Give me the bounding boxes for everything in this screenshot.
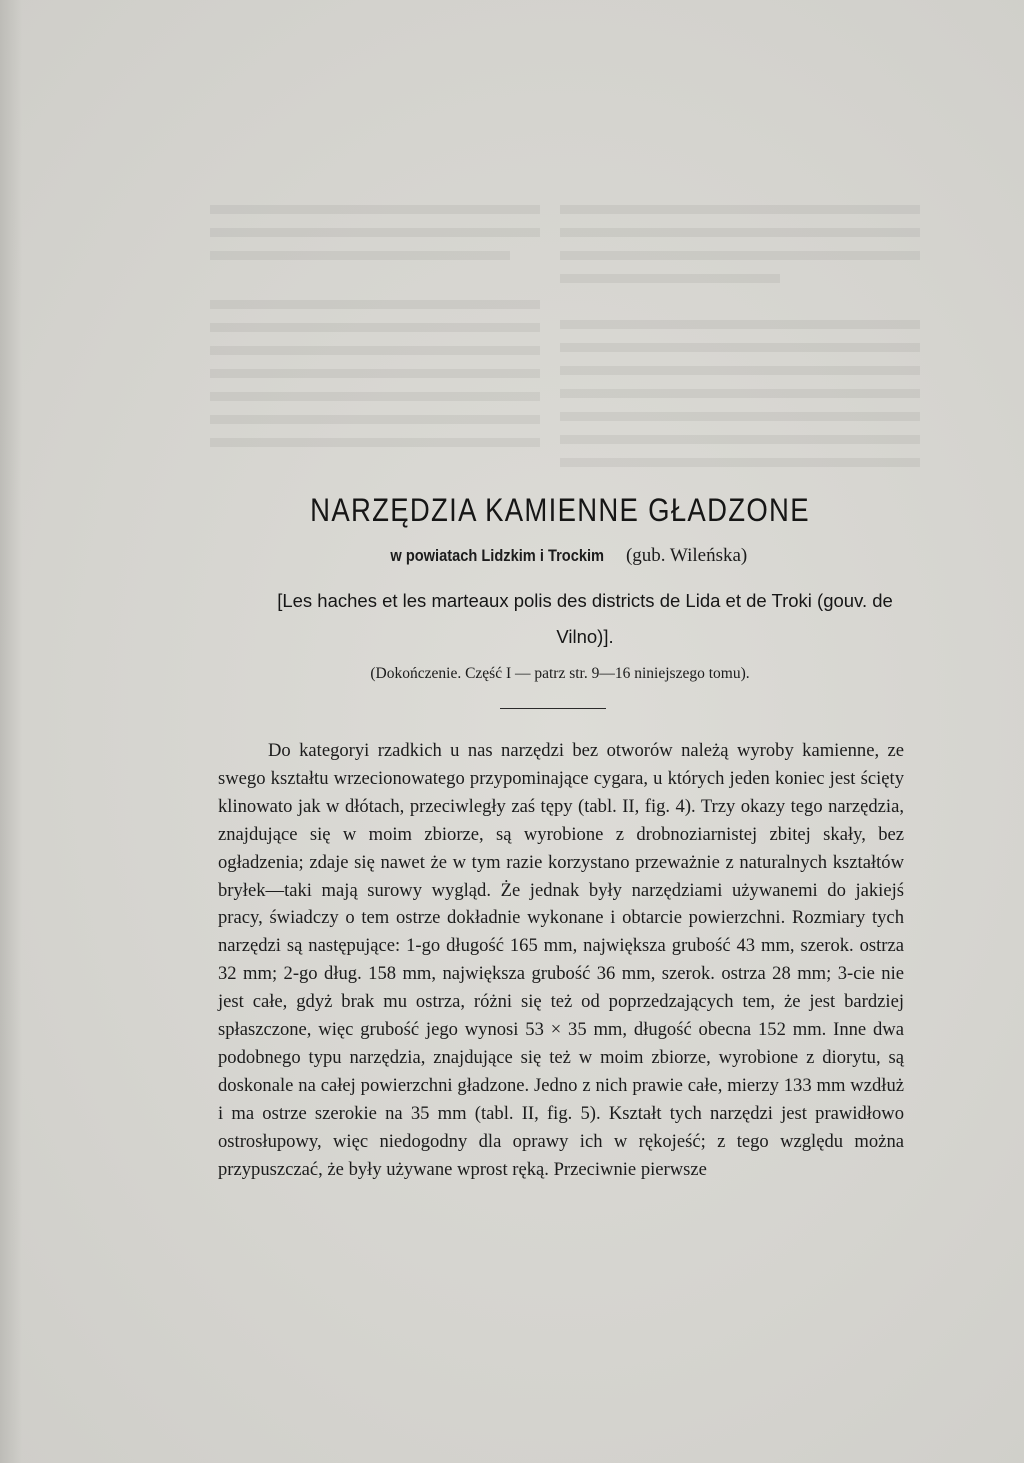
page-spine-shadow xyxy=(0,0,22,1463)
french-title: [Les haches et les marteaux polis des districts de Lida et de Troki (gouv. de Vilno)]. xyxy=(277,590,893,647)
article-subtitle xyxy=(150,545,970,567)
subtitle-districts: w powiatach Lidzkim i Trockim xyxy=(390,546,604,565)
article-title: NARZĘDZIA KAMIENNE GŁADZONE xyxy=(310,492,810,528)
body-paragraph: Do kategoryi rzadkich u nas narzędzi bez otworów należą wyroby kamienne, ze swego kształtu wrzecionowatego przypominające cygara, u których jeden koniec jest ścięty klinowato jak w dłótach, przeciwległy zaś tępy (tabl. II, fig. 4). Trzy okazy tego narzędzia, znajdujące się w moim zbiorze, są wyrobione z drobnoziarnistej zbitej skały, bez ogładzenia; zdaje się nawet że w tym razie korzystano przeważnie z naturalnych kształtów bryłek—taki mają surowy wygląd. Że jednak były narzędziami używanemi do jakiejś pracy, świadczy o tem ostrze dokładnie wykonane i obtarcie powierzchni. Rozmiary tych narzędzi są następujące: 1-go długość 165 mm, największa grubość 43 mm, szerok. ostrza 32 mm; 2-go dług. 158 mm, największa grubość 36 mm, szerok. ostrza 28 mm; 3-cie nie jest całe, gdyż brak mu ostrza, różni się też od poprzedzających tem, że jest bardziej spłaszczone, więc grubość jego wynosi 53 × 35 mm, długość obecna 152 mm. Inne dwa podobnego typu narzędzia, znajdujące się też w moim zbiorze, wyrobione z diorytu, są doskonale na całej powierzchni gładzone. Jedno z nich prawie całe, mierzy 133 mm wzdłuż i ma ostrze szerokie na 35 mm (tabl. II, fig. 5). Kształt tych narzędzi jest prawidłowo ostrosłupowy, więc niedogodny dla oprawy ich w rękojeść; z tego względu można przypuszczać, że były używane wprost ręką. Przeciwnie pierwsze xyxy=(218,740,904,1180)
subtitle-governorate: (gub. Wileńska) xyxy=(621,545,748,566)
continuation-note: (Dokończenie. Część I — patrz str. 9—16 niniejszego tomu). xyxy=(370,665,750,682)
section-divider xyxy=(500,708,606,709)
body-text xyxy=(218,737,904,1184)
